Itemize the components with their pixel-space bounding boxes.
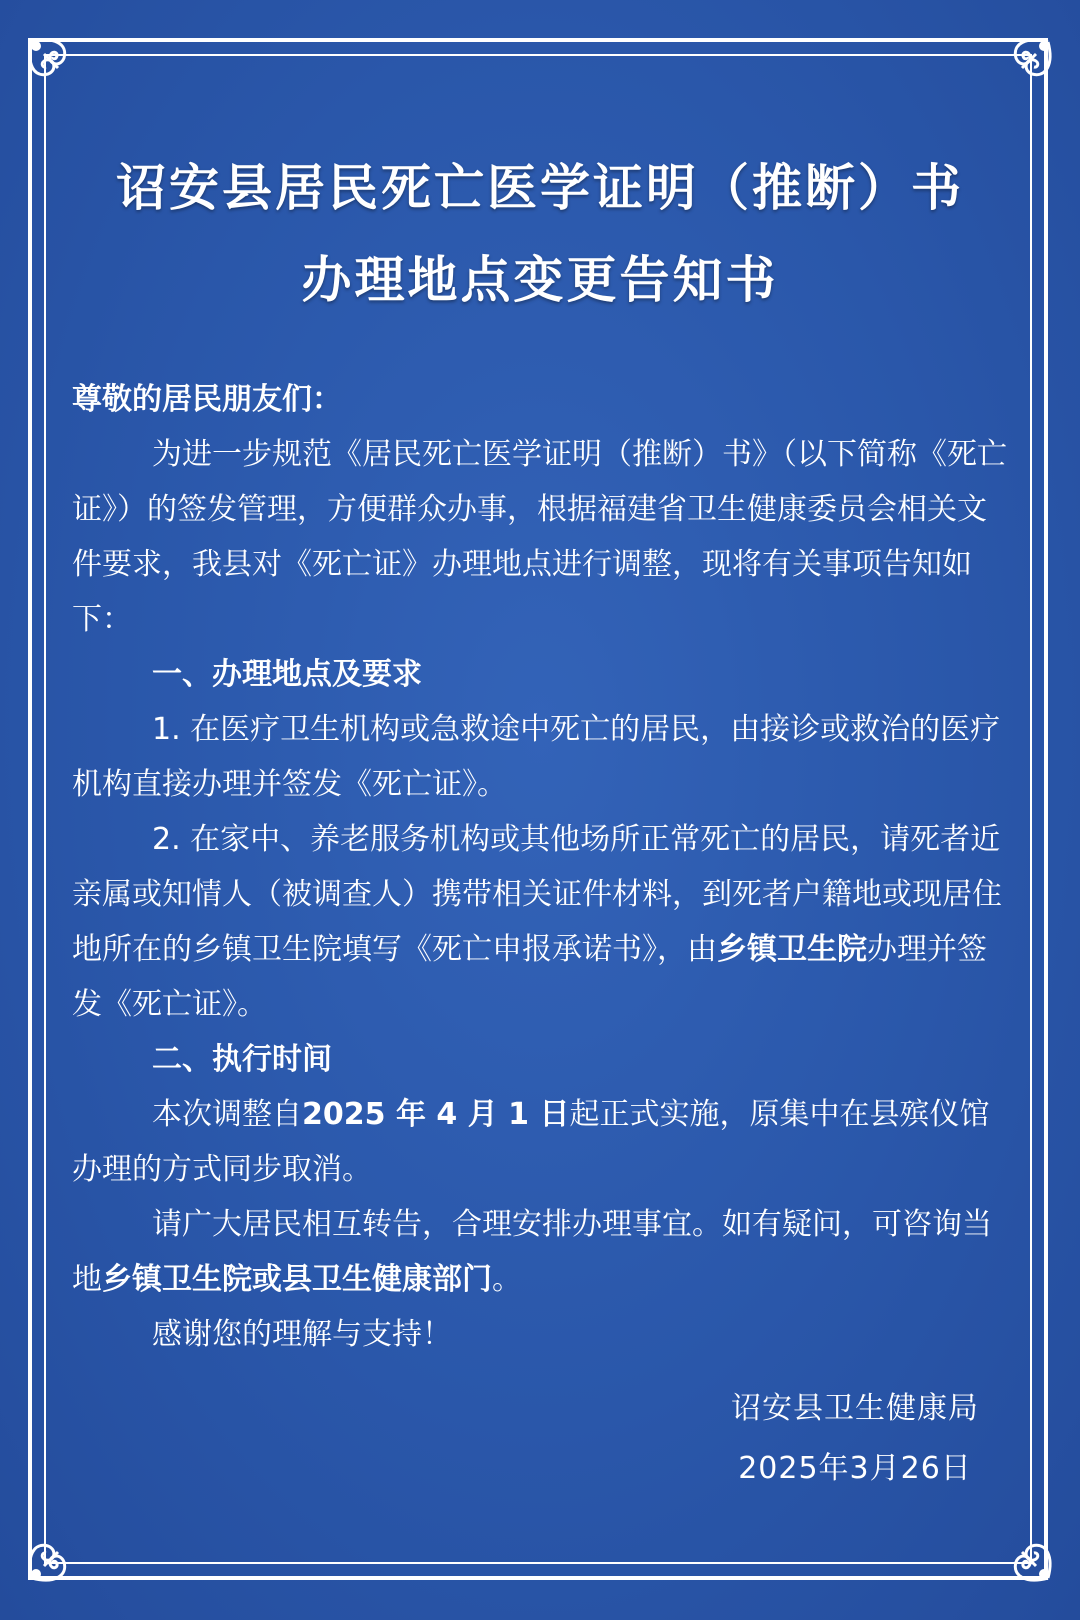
corner-ornament-icon bbox=[24, 34, 94, 104]
item-medical-institution: 1. 在医疗卫生机构或急救途中死亡的居民，由接诊或救治的医疗机构直接办理并签发《死亡证》。 bbox=[72, 712, 1001, 802]
item-home-death-end: 办理并签发《死亡证》。 bbox=[72, 932, 987, 1022]
item-home-death-text: 2. 在家中、养老服务机构或其他场所正常死亡的居民，请死者近亲属或知情人（被调查人）携带相关证件材料，到死者户籍地或现居住地所在的乡镇卫生院填写《死亡申报承诺书》，由 bbox=[72, 822, 1002, 967]
effective-date-suffix: 起正式实施，原集中在县殡仪馆办理的方式同步取消。 bbox=[72, 1097, 990, 1187]
effective-date-paragraph bbox=[72, 1087, 1012, 1197]
item-home-death bbox=[72, 812, 1012, 1032]
thanks-line: 感谢您的理解与支持！ bbox=[152, 1317, 452, 1352]
corner-ornament-icon bbox=[24, 1516, 94, 1586]
section-heading-time: 二、执行时间 bbox=[152, 1042, 332, 1077]
consult-prefix: 请广大居民相互转告，合理安排办理事宜。如有疑问，可咨询当地 bbox=[72, 1207, 992, 1297]
corner-ornament-icon bbox=[986, 1516, 1056, 1586]
consult-suffix: 。 bbox=[492, 1262, 522, 1297]
notice-subtitle: 办理地点变更告知书 bbox=[301, 251, 779, 309]
issuing-organization: 诏安县卫生健康局 bbox=[731, 1391, 979, 1426]
section-heading-location: 一、办理地点及要求 bbox=[152, 657, 422, 692]
effective-date-prefix: 本次调整自 bbox=[152, 1097, 302, 1132]
consult-contacts: 乡镇卫生院或县卫生健康部门 bbox=[102, 1262, 492, 1297]
issue-date: 2025年3月26日 bbox=[738, 1451, 972, 1486]
corner-ornament-icon bbox=[986, 34, 1056, 104]
township-hospital-emphasis: 乡镇卫生院 bbox=[717, 932, 867, 967]
notice-body bbox=[72, 372, 1012, 1362]
consult-paragraph bbox=[72, 1197, 1012, 1307]
notice-title: 诏安县居民死亡医学证明（推断）书 bbox=[116, 159, 964, 217]
intro-paragraph: 为进一步规范《居民死亡医学证明（推断）书》（以下简称《死亡证》）的签发管理，方便群众办事，根据福建省卫生健康委员会相关文件要求，我县对《死亡证》办理地点进行调整，现将有关事项告知如下： bbox=[72, 437, 1007, 637]
salutation: 尊敬的居民朋友们： bbox=[72, 382, 342, 417]
effective-date: 2025 年 4 月 1 日 bbox=[302, 1097, 570, 1132]
